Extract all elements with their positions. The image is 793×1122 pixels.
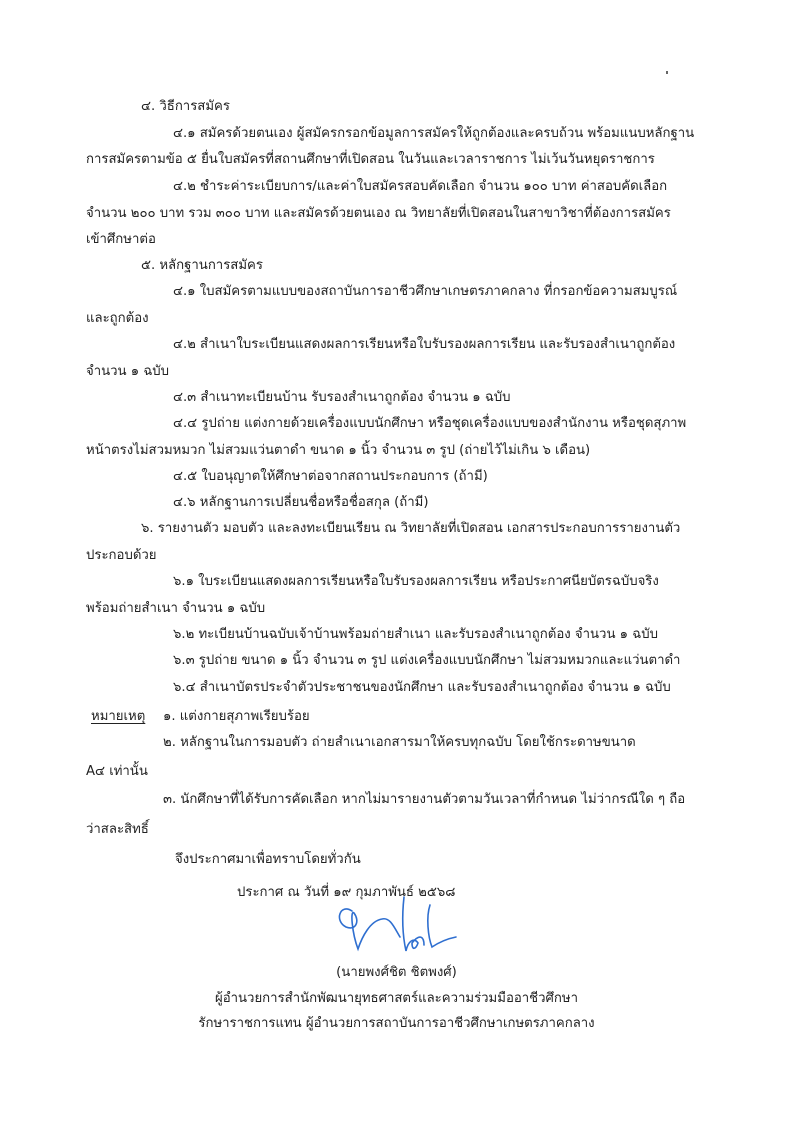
section-5-item-1-line1: ๔.๑ ใบสมัครตามแบบของสถาบันการอาชีวศึกษาเกษตรภาคกลาง ที่กรอกข้อความสมบูรณ์ — [173, 284, 678, 299]
signatory-position-line2: รักษาราชการแทน ผู้อำนวยการสถาบันการอาชีวศึกษาเกษตรภาคกลาง — [198, 1016, 595, 1031]
section-5-item-3: ๔.๓ สำเนาทะเบียนบ้าน รับรองสำเนาถูกต้อง จำนวน ๑ ฉบับ — [173, 390, 511, 405]
closing-statement: จึงประกาศมาเพื่อทราบโดยทั่วกัน — [175, 852, 361, 867]
remarks-item-3-line2: ว่าสละสิทธิ์ — [86, 822, 149, 837]
signatory-position-line1: ผู้อำนวยการสำนักพัฒนายุทธศาสตร์และความร่วมมืออาชีวศึกษา — [214, 991, 578, 1006]
section-6-item-2: ๖.๒ ทะเบียนบ้านฉบับเจ้าบ้านพร้อมถ่ายสำเนา และรับรองสำเนาถูกต้อง จำนวน ๑ ฉบับ — [173, 627, 658, 642]
section-6-item-4: ๖.๔ สำเนาบัตรประจำตัวประชาชนของนักศึกษา และรับรองสำเนาถูกต้อง จำนวน ๑ ฉบับ — [173, 680, 671, 695]
section-4-2-line3: เข้าศึกษาต่อ — [86, 232, 156, 247]
remarks-item-3-line1: ๓. นักศึกษาที่ได้รับการคัดเลือก หากไม่มารายงานตัวตามวันเวลาที่กำหนด ไม่ว่ากรณีใด ๆ ถือ — [163, 792, 686, 807]
signatory-name: (นายพงศ์ชิต ชิตพงศ์) — [336, 965, 457, 980]
section-5-item-5: ๔.๕ ใบอนุญาตให้ศึกษาต่อจากสถานประกอบการ (ถ้ามี) — [173, 469, 488, 484]
signature-image — [330, 893, 460, 953]
section-6-item-1-line1: ๖.๑ ใบระเบียนแสดงผลการเรียนหรือใบรับรองผลการเรียน หรือประกาศนียบัตรฉบับจริง — [173, 574, 659, 589]
announcement-date: ประกาศ ณ วันที่ ๑๙ กุมภาพันธ์ ๒๕๖๘ — [237, 885, 456, 900]
section-5-item-6: ๔.๖ หลักฐานการเปลี่ยนชื่อหรือชื่อสกุล (ถ้ามี) — [173, 495, 429, 510]
remarks-item-1: ๑. แต่งกายสุภาพเรียบร้อย — [163, 709, 310, 724]
section-5-item-4-line2: หน้าตรงไม่สวมหมวก ไม่สวมแว่นตาดำ ขนาด ๑ นิ้ว จำนวน ๓ รูป (ถ่ายไว้ไม่เกิน ๖ เดือน) — [86, 443, 591, 458]
section-5-item-2-line2: จำนวน ๑ ฉบับ — [86, 364, 170, 379]
remarks-item-2-line2: A๔ เท่านั้น — [86, 764, 148, 779]
section-6-heading-line1: ๖. รายงานตัว มอบตัว และลงทะเบียนเรียน ณ วิทยาลัยที่เปิดสอน เอกสารประกอบการรายงานตัว — [141, 521, 681, 536]
section-5-heading: ๕. หลักฐานการสมัคร — [141, 258, 263, 273]
remarks-item-2-line1: ๒. หลักฐานในการมอบตัว ถ่ายสำเนาเอกสารมาให้ครบทุกฉบับ โดยใช้กระดาษขนาด — [163, 735, 636, 750]
section-4-1-line1: ๔.๑ สมัครด้วยตนเอง ผู้สมัครกรอกข้อมูลการสมัครให้ถูกต้องและครบถ้วน พร้อมแนบหลักฐาน — [173, 126, 695, 141]
section-4-2-line2: จำนวน ๒๐๐ บาท รวม ๓๐๐ บาท และสมัครด้วยตนเอง ณ วิทยาลัยที่เปิดสอนในสาขาวิชาที่ต้องการสมัคร — [86, 206, 671, 221]
scan-speck — [666, 71, 668, 74]
section-6-heading-line2: ประกอบด้วย — [86, 548, 157, 563]
remarks-label: หมายเหตุ — [91, 709, 146, 724]
section-4-1-line2: การสมัครตามข้อ ๕ ยื่นใบสมัครที่สถานศึกษาที่เปิดสอน ในวันและเวลาราชการ ไม่เว้นวันหยุดราชการ — [86, 152, 655, 167]
section-4-heading: ๔. วิธีการสมัคร — [141, 99, 230, 114]
section-5-item-4-line1: ๔.๔ รูปถ่าย แต่งกายด้วยเครื่องแบบนักศึกษา หรือชุดเครื่องแบบของสำนักงาน หรือชุดสุภาพ — [173, 416, 687, 431]
section-4-2-line1: ๔.๒ ชำระค่าระเบียบการ/และค่าใบสมัครสอบคัดเลือก จำนวน ๑๐๐ บาท ค่าสอบคัดเลือก — [173, 179, 668, 194]
section-5-item-1-line2: และถูกต้อง — [86, 311, 149, 326]
section-5-item-2-line1: ๔.๒ สำเนาใบระเบียนแสดงผลการเรียนหรือใบรับรองผลการเรียน และรับรองสำเนาถูกต้อง — [173, 337, 676, 352]
section-6-item-3: ๖.๓ รูปถ่าย ขนาด ๑ นิ้ว จำนวน ๓ รูป แต่งเครื่องแบบนักศึกษา ไม่สวมหมวกและแว่นตาดำ — [173, 653, 681, 668]
section-6-item-1-line2: พร้อมถ่ายสำเนา จำนวน ๑ ฉบับ — [86, 601, 266, 616]
